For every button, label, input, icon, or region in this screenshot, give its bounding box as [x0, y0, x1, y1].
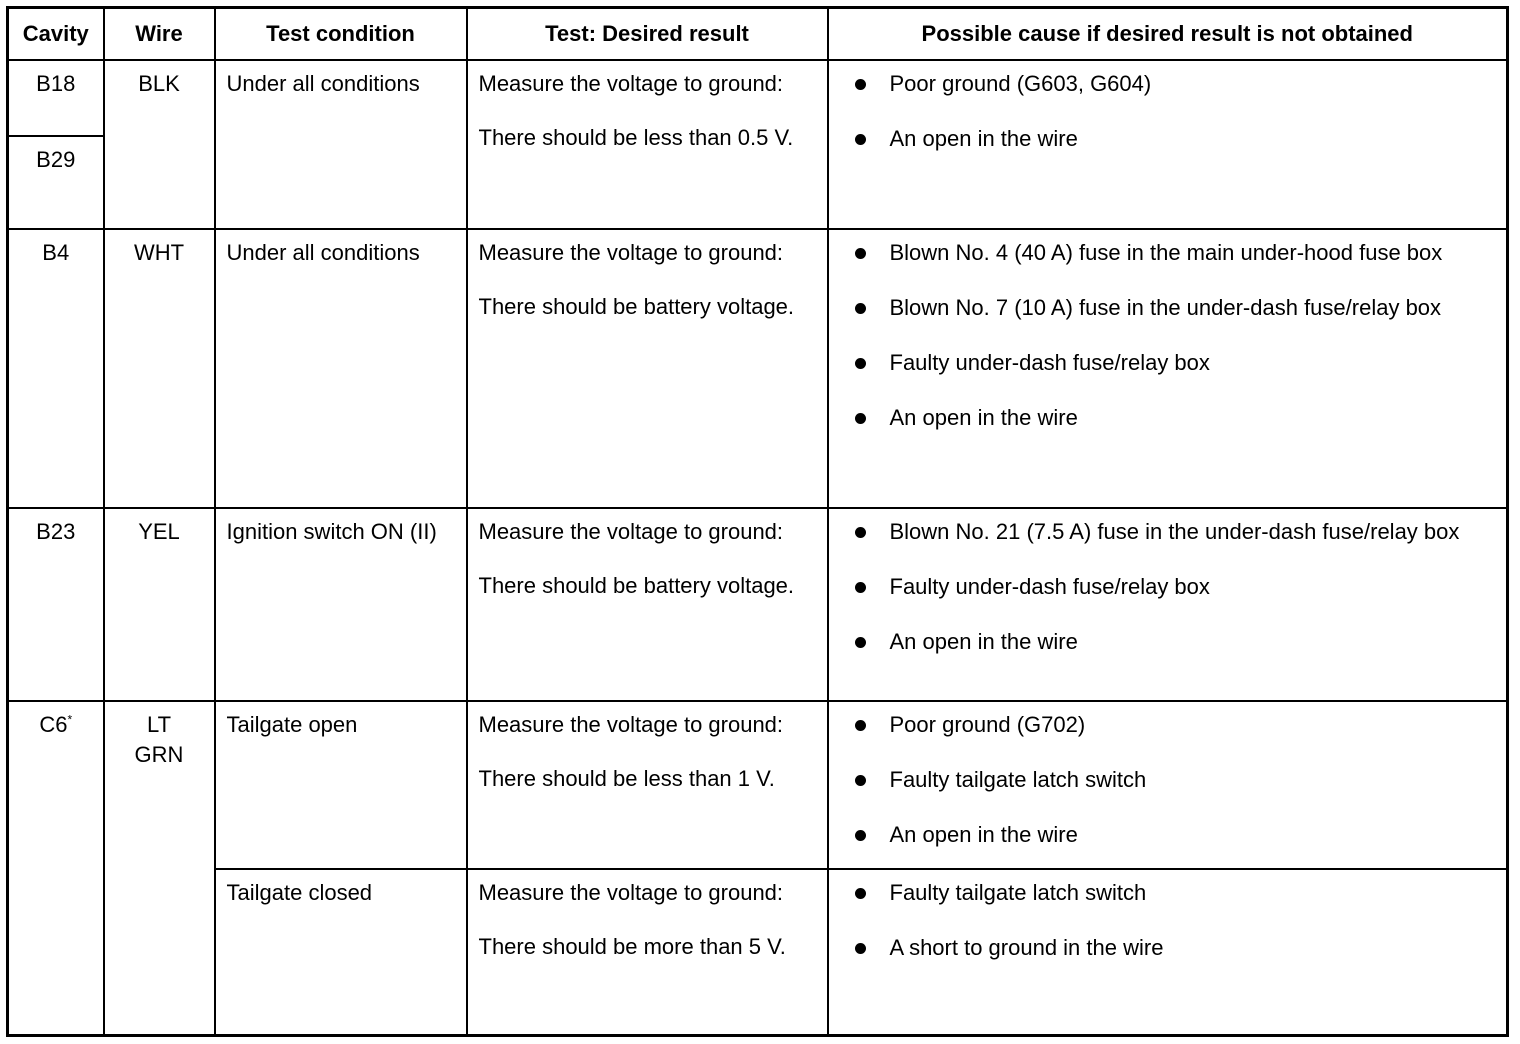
- causes-cell: [828, 508, 1508, 701]
- condition-cell: Under all conditions: [215, 229, 467, 508]
- wire-line: GRN: [134, 742, 184, 767]
- footnote-mark: *: [67, 712, 73, 727]
- wire-line: LT: [146, 712, 172, 737]
- cause-item: [855, 820, 1497, 850]
- result-cell: [467, 60, 828, 229]
- cause-text: Faulty tailgate latch switch: [889, 767, 1147, 792]
- bullet-icon: [855, 358, 866, 369]
- cause-text: An open in the wire: [889, 405, 1078, 430]
- cavity-cell: B23: [8, 508, 104, 701]
- cause-text: Blown No. 7 (10 A) fuse in the under-dash fuse/relay box: [889, 295, 1442, 320]
- cause-item: [855, 69, 1497, 99]
- cause-text: Faulty tailgate latch switch: [889, 880, 1147, 905]
- cause-text: Blown No. 21 (7.5 A) fuse in the under-dash fuse/relay box: [889, 519, 1460, 544]
- header-row: [8, 8, 1508, 61]
- bullet-icon: [855, 79, 866, 90]
- causes-cell: [828, 229, 1508, 508]
- result-instruction: Measure the voltage to ground:: [478, 240, 784, 265]
- cause-text: An open in the wire: [889, 629, 1078, 654]
- bullet-icon: [855, 720, 866, 731]
- header-test-condition: Test condition: [215, 8, 467, 61]
- bullet-icon: [855, 248, 866, 259]
- cause-item: [855, 765, 1497, 795]
- causes-cell: [828, 701, 1508, 869]
- result-expected: There should be battery voltage.: [478, 573, 795, 598]
- cause-item: [855, 238, 1497, 268]
- cause-item: [855, 572, 1497, 602]
- cause-item: [855, 627, 1497, 657]
- cause-item: [855, 124, 1497, 154]
- header-cavity: Cavity: [8, 8, 104, 61]
- bullet-icon: [855, 830, 866, 841]
- causes-cell: [828, 869, 1508, 1035]
- condition-cell: Tailgate open: [215, 701, 467, 869]
- document-page: [6, 6, 1506, 1036]
- table-row: [8, 869, 1508, 1035]
- cause-text: An open in the wire: [889, 822, 1078, 847]
- cavity-value: B29: [36, 147, 76, 172]
- cavity-cell: [8, 60, 104, 229]
- wire-cell: BLK: [104, 60, 215, 229]
- condition-cell: Tailgate closed: [215, 869, 467, 1035]
- cause-item: [855, 710, 1497, 740]
- result-instruction: Measure the voltage to ground:: [478, 519, 784, 544]
- cavity-cell: [8, 701, 104, 1035]
- header-desired-result: Test: Desired result: [467, 8, 828, 61]
- cause-item: [855, 878, 1497, 908]
- bullet-icon: [855, 637, 866, 648]
- causes-cell: [828, 60, 1508, 229]
- result-expected: There should be battery voltage.: [478, 294, 795, 319]
- wire-cell: WHT: [104, 229, 215, 508]
- result-cell: [467, 701, 828, 869]
- bullet-icon: [855, 582, 866, 593]
- bullet-icon: [855, 134, 866, 145]
- result-cell: [467, 508, 828, 701]
- result-instruction: Measure the voltage to ground:: [478, 880, 784, 905]
- bullet-icon: [855, 527, 866, 538]
- cavity-value: C6: [39, 712, 68, 737]
- cavity-value: B18: [9, 61, 103, 137]
- wire-cell: [104, 701, 215, 1035]
- bullet-icon: [855, 303, 866, 314]
- result-cell: [467, 869, 828, 1035]
- cause-item: [855, 403, 1497, 433]
- result-expected: There should be less than 0.5 V.: [478, 125, 794, 150]
- cause-item: [855, 348, 1497, 378]
- table-row: [8, 701, 1508, 869]
- condition-cell: Ignition switch ON (II): [215, 508, 467, 701]
- bullet-icon: [855, 888, 866, 899]
- wire-cell: YEL: [104, 508, 215, 701]
- cause-text: Faulty under-dash fuse/relay box: [889, 574, 1210, 599]
- condition-cell: Under all conditions: [215, 60, 467, 229]
- cause-text: Faulty under-dash fuse/relay box: [889, 350, 1210, 375]
- result-instruction: Measure the voltage to ground:: [478, 71, 784, 96]
- cause-item: [855, 933, 1497, 963]
- bullet-icon: [855, 413, 866, 424]
- result-instruction: Measure the voltage to ground:: [478, 712, 784, 737]
- header-wire: Wire: [104, 8, 215, 61]
- cause-item: [855, 293, 1497, 323]
- cause-text: Blown No. 4 (40 A) fuse in the main under-hood fuse box: [889, 240, 1443, 265]
- result-expected: There should be more than 5 V.: [478, 934, 786, 959]
- cause-text: An open in the wire: [889, 126, 1078, 151]
- bullet-icon: [855, 775, 866, 786]
- bullet-icon: [855, 943, 866, 954]
- cause-text: Poor ground (G603, G604): [889, 71, 1152, 96]
- table-row: [8, 60, 1508, 229]
- cause-text: Poor ground (G702): [889, 712, 1086, 737]
- result-expected: There should be less than 1 V.: [478, 766, 775, 791]
- cause-text: A short to ground in the wire: [889, 935, 1164, 960]
- header-possible-cause: Possible cause if desired result is not obtained: [828, 8, 1508, 61]
- cavity-cell: B4: [8, 229, 104, 508]
- troubleshooting-table: [6, 6, 1509, 1037]
- table-row: [8, 229, 1508, 508]
- cause-item: [855, 517, 1497, 547]
- result-cell: [467, 229, 828, 508]
- table-row: [8, 508, 1508, 701]
